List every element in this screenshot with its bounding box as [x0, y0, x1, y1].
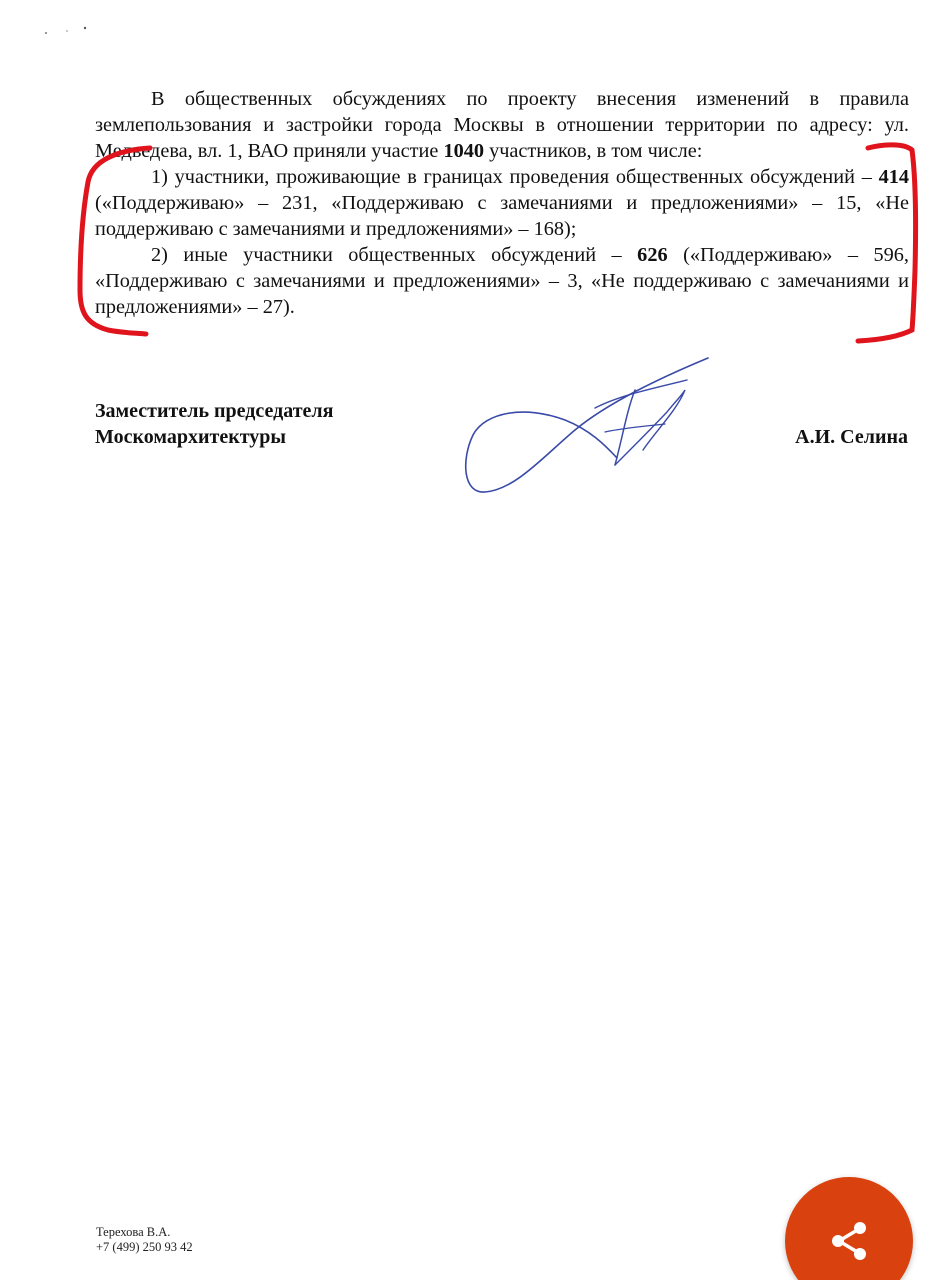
- intro-paragraph: В общественных обсуждениях по проекту внесения изменений в правила землепользования и застройки города Москвы в отношении территории по адресу: ул. Медведева, вл. 1, ВАО приняли участие 1040 участников, в том числе:: [95, 88, 909, 162]
- share-button[interactable]: [785, 1177, 913, 1280]
- footer-author: Терехова В.А.: [96, 1225, 171, 1239]
- body-text: [95, 86, 909, 320]
- list-item-residents: 1) участники, проживающие в границах проведения общественных обсуждений – 414 («Поддерживаю» – 231, «Поддерживаю с замечаниями и предложениями» – 15, «Не поддерживаю с замечаниями и предложениями» – 168);: [95, 166, 909, 240]
- signatory-title: Заместитель председателя Москомархитектуры: [95, 400, 334, 448]
- share-icon: [827, 1219, 871, 1263]
- document-footer: [96, 1225, 193, 1255]
- footer-phone: +7 (499) 250 93 42: [96, 1240, 193, 1254]
- scan-specks: [40, 22, 100, 38]
- handwritten-signature: [455, 350, 725, 500]
- residents-count: 414: [878, 166, 909, 188]
- list-item-other-participants: 2) иные участники общественных обсуждений – 626 («Поддерживаю» – 596, «Поддерживаю с замечаниями и предложениями» – 3, «Не поддерживаю с замечаниями и предложениями» – 27).: [95, 244, 909, 318]
- other-participants-count: 626: [637, 244, 668, 266]
- total-participants: 1040: [443, 140, 485, 162]
- signatory-name: А.И. Селина: [795, 426, 908, 448]
